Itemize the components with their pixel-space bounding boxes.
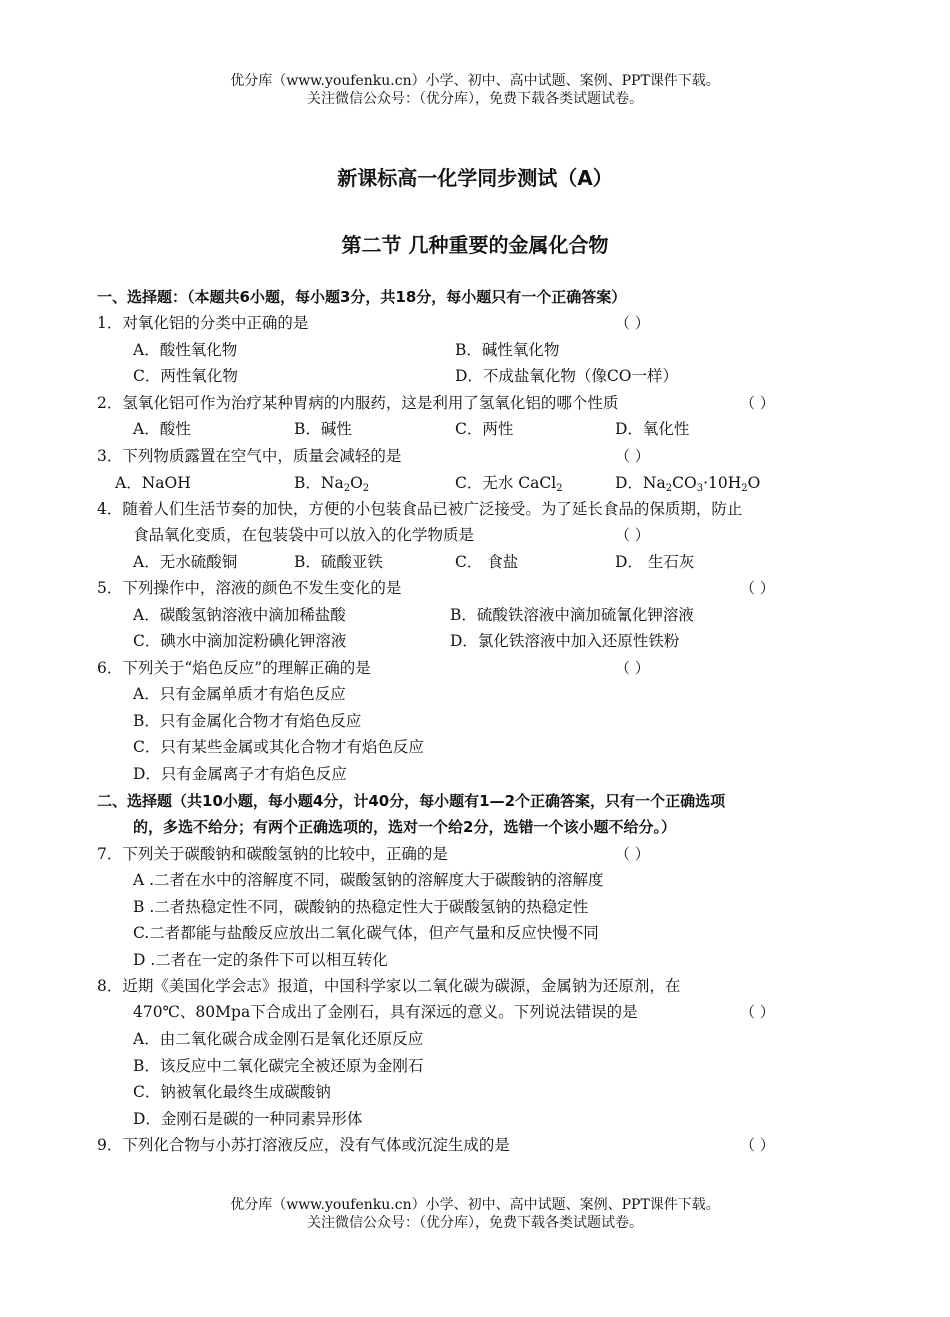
question-7-option-d: D .二者在一定的条件下可以相互转化	[133, 951, 388, 969]
question-2-option-d: D．氧化性	[615, 420, 690, 438]
question-8-option-d: D．金刚石是碳的一种同素异形体	[133, 1110, 363, 1128]
question-7-answer-blank: （ ）	[615, 845, 650, 863]
question-8-option-c: C．钠被氧化最终生成碳酸钠	[133, 1083, 331, 1101]
page-header	[0, 72, 950, 108]
question-3-option-d: D．$Na_2CO_3\cdot 10H_2O$	[615, 474, 761, 494]
question-1-option-c: C．两性氧化物	[133, 367, 238, 385]
question-8-stem-line-1: 8．近期《美国化学会志》报道，中国科学家以二氧化碳为碳源，金属钠为还原剂，在	[97, 977, 681, 995]
question-1-option-a: A．酸性氧化物	[133, 341, 238, 359]
question-1-option-b: B．碱性氧化物	[455, 341, 560, 359]
question-4-option-b: B．硫酸亚铁	[294, 553, 383, 571]
header-line-2: 关注微信公众号：（优分库），免费下载各类试题试卷。	[307, 91, 643, 107]
question-6-stem: 6．下列关于“焰色反应”的理解正确的是	[97, 659, 371, 677]
question-4-answer-blank: （ ）	[615, 526, 650, 544]
question-6-option-d: D．只有金属离子才有焰色反应	[133, 765, 347, 783]
question-5-option-b: B．硫酸铁溶液中滴加硫氰化钾溶液	[450, 606, 694, 624]
footer-line-1: 优分库（www.youfenku.cn）小学、初中、高中试题、案例、PPT课件下载。	[230, 1197, 720, 1213]
question-9-answer-blank: （ ）	[740, 1136, 775, 1154]
question-4-option-d: D． 生石灰	[615, 553, 695, 571]
question-2-option-c: C．两性	[455, 420, 514, 438]
page-subtitle: 第二节 几种重要的金属化合物	[341, 233, 609, 257]
question-5-option-a: A．碳酸氢钠溶液中滴加稀盐酸	[133, 606, 346, 624]
section-1-heading: 一、选择题：（本题共6小题，每小题3分，共18分，每小题只有一个正确答案）	[97, 288, 627, 306]
question-6-option-b: B．只有金属化合物才有焰色反应	[133, 712, 362, 730]
question-1-stem: 1．对氧化铝的分类中正确的是	[97, 314, 309, 332]
question-6-option-c: C．只有某些金属或其化合物才有焰色反应	[133, 738, 424, 756]
question-7-stem: 7．下列关于碳酸钠和碳酸氢钠的比较中，正确的是	[97, 845, 448, 863]
question-4-stem-line-1: 4．随着人们生活节奏的加快，方便的小包装食品已被广泛接受。为了延长食品的保质期，防止	[97, 500, 743, 518]
question-3-option-c: C．无水 CaCl$_2$	[455, 474, 563, 494]
page-footer	[0, 1196, 950, 1232]
section-2-heading-line-2: 的，多选不给分；有两个正确选项的，选对一个给2分，选错一个该小题不给分。）	[133, 818, 676, 836]
header-line-1: 优分库（www.youfenku.cn）小学、初中、高中试题、案例、PPT课件下载。	[230, 73, 720, 89]
question-5-option-c: C．碘水中滴加淀粉碘化钾溶液	[133, 632, 347, 650]
question-1-answer-blank: （ ）	[615, 314, 650, 332]
question-7-option-b: B .二者热稳定性不同，碳酸钠的热稳定性大于碳酸氢钠的热稳定性	[133, 898, 589, 916]
question-3-answer-blank: （ ）	[615, 447, 650, 465]
question-5-stem: 5．下列操作中，溶液的颜色不发生变化的是	[97, 579, 402, 597]
footer-line-2: 关注微信公众号：（优分库），免费下载各类试题试卷。	[307, 1215, 643, 1231]
question-7-option-c: C.二者都能与盐酸反应放出二氧化碳气体，但产气量和反应快慢不同	[133, 924, 599, 942]
question-4-option-c: C． 食盐	[455, 553, 519, 571]
question-8-answer-blank: （ ）	[740, 1003, 775, 1021]
question-4-option-a: A．无水硫酸铜	[133, 553, 238, 571]
question-6-option-a: A．只有金属单质才有焰色反应	[133, 685, 346, 703]
question-5-answer-blank: （ ）	[740, 579, 775, 597]
question-2-option-b: B．碱性	[294, 420, 352, 438]
question-3-option-b: B．$Na_2O_2$	[294, 474, 370, 494]
question-3-option-a: A．NaOH	[115, 474, 191, 492]
question-2-answer-blank: （ ）	[740, 394, 775, 412]
question-9-stem: 9．下列化合物与小苏打溶液反应，没有气体或沉淀生成的是	[97, 1136, 510, 1154]
question-8-option-b: B．该反应中二氧化碳完全被还原为金刚石	[133, 1057, 424, 1075]
question-7-option-a: A .二者在水中的溶解度不同，碳酸氢钠的溶解度大于碳酸钠的溶解度	[133, 871, 604, 889]
question-4-stem-line-2: 食品氧化变质，在包装袋中可以放入的化学物质是	[133, 526, 475, 544]
question-8-option-a: A．由二氧化碳合成金刚石是氧化还原反应	[133, 1030, 424, 1048]
question-1-option-d: D．不成盐氧化物（像CO一样）	[455, 367, 678, 385]
question-3-stem: 3．下列物质露置在空气中，质量会减轻的是	[97, 447, 402, 465]
question-2-stem: 2．氢氧化铝可作为治疗某种胃病的内服药，这是利用了氢氧化铝的哪个性质	[97, 394, 619, 412]
question-8-stem-line-2: 470℃、80Mpa下合成出了金刚石，具有深远的意义。下列说法错误的是	[133, 1003, 638, 1021]
page-title: 新课标高一化学同步测试（A）	[337, 166, 613, 190]
question-2-option-a: A．酸性	[133, 420, 191, 438]
section-2-heading-line-1: 二、选择题（共10小题，每小题4分，计40分，每小题有1—2个正确答案，只有一个正确选项	[97, 792, 726, 810]
question-5-option-d: D．氯化铁溶液中加入还原性铁粉	[450, 632, 680, 650]
question-6-answer-blank: （ ）	[615, 659, 650, 677]
